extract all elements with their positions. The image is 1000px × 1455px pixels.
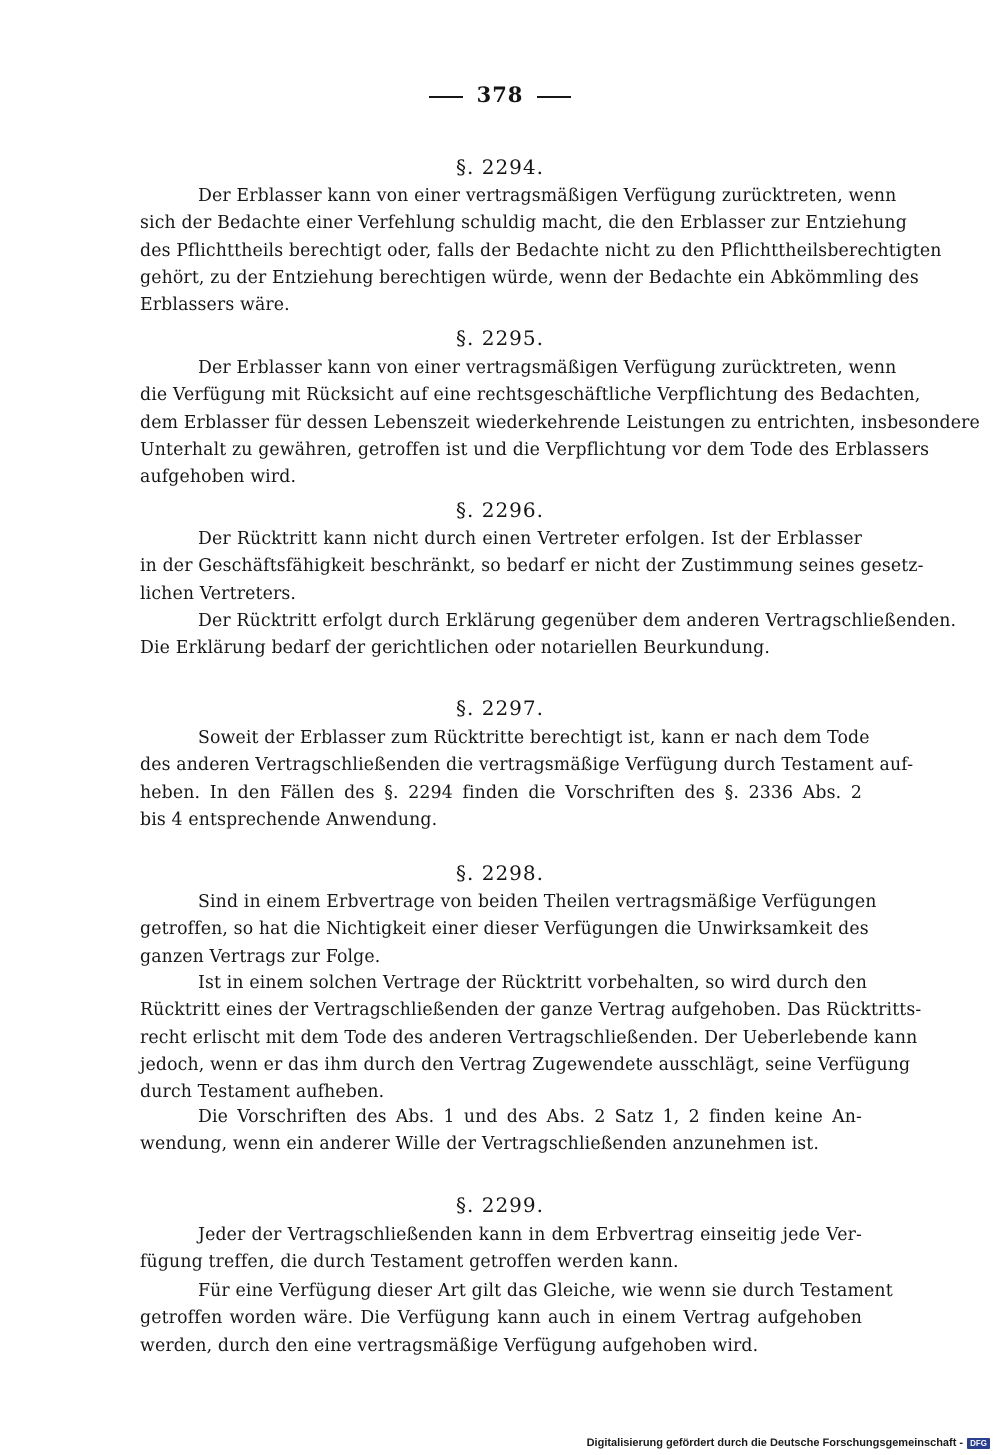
text-line: gehört, zu der Entziehung berechtigen würde, wenn der Bedachte ein Abkömmling des	[140, 267, 919, 288]
page-number: 378	[476, 82, 524, 107]
text-line: heben. In den Fällen des §. 2294 finden die Vorschriften des §. 2336 Abs. 2	[140, 782, 862, 803]
header-dash-right	[537, 96, 571, 98]
text-line: Erblassers wäre.	[140, 295, 290, 316]
paragraph	[140, 183, 942, 319]
text-line: getroffen worden wäre. Die Verfügung kann auch in einem Vertrag aufgehoben	[140, 1308, 862, 1329]
text-line: aufgehoben wird.	[140, 467, 297, 488]
section-heading: §. 2299.	[456, 1193, 544, 1217]
page-header	[0, 82, 1000, 107]
paragraph	[140, 526, 924, 608]
text-line: Der Erblasser kann von einer vertragsmäßigen Verfügung zurücktreten, wenn	[198, 358, 897, 378]
text-line: lichen Vertreters.	[140, 583, 297, 604]
header-dash-left	[429, 96, 463, 98]
text-line: sich der Bedachte einer Verfehlung schuldig macht, die den Erblasser zur Entziehung	[140, 213, 907, 234]
text-line: des Pflichttheils berechtigt oder, falls der Bedachte nicht zu den Pflichttheilsberechtigten	[140, 240, 942, 261]
text-line: jedoch, wenn er das ihm durch den Vertrag Zugewendete ausschlägt, seine Verfügung	[140, 1054, 911, 1075]
text-line: getroffen, so hat die Nichtigkeit einer dieser Verfügungen die Unwirksamkeit des	[140, 919, 869, 940]
text-line: Der Erblasser kann von einer vertragsmäßigen Verfügung zurücktreten, wenn	[198, 186, 897, 206]
digitization-footer	[587, 1437, 990, 1449]
section-heading: §. 2294.	[456, 155, 544, 179]
dfg-logo: DFG	[967, 1438, 990, 1449]
text-line: Für eine Verfügung dieser Art gilt das Gleiche, wie wenn sie durch Testament	[198, 1281, 893, 1301]
paragraph	[140, 355, 980, 491]
section-heading: §. 2297.	[456, 696, 544, 720]
text-line: Die Vorschriften des Abs. 1 und des Abs. 2 Satz 1, 2 finden keine An-	[198, 1107, 862, 1127]
text-line: Sind in einem Erbvertrage von beiden Theilen vertragsmäßige Verfügungen	[198, 892, 877, 912]
text-line: werden, durch den eine vertragsmäßige Verfügung aufgehoben wird.	[140, 1335, 759, 1356]
text-line: Der Rücktritt kann nicht durch einen Vertreter erfolgen. Ist der Erblasser	[198, 529, 862, 549]
paragraph	[140, 725, 914, 834]
text-line: fügung treffen, die durch Testament getroffen werden kann.	[140, 1252, 679, 1273]
text-line: recht erlischt mit dem Tode des anderen Vertragschließenden. Der Ueberlebende kann	[140, 1027, 918, 1048]
section-heading: §. 2295.	[456, 326, 544, 350]
paragraph	[140, 608, 957, 663]
text-line: die Verfügung mit Rücksicht auf eine rechtsgeschäftliche Verpflichtung des Bedachten,	[140, 385, 921, 406]
text-line: dem Erblasser für dessen Lebenszeit wiederkehrende Leistungen zu entrichten, insbesondere	[140, 412, 980, 433]
paragraph	[140, 1104, 862, 1159]
text-line: Unterhalt zu gewähren, getroffen ist und die Verpflichtung vor dem Tode des Erblassers	[140, 439, 930, 460]
text-line: ganzen Vertrags zur Folge.	[140, 946, 381, 967]
section-heading: §. 2296.	[456, 498, 544, 522]
section-heading: §. 2298.	[456, 861, 544, 885]
text-line: des anderen Vertragschließenden die vertragsmäßige Verfügung durch Testament auf-	[140, 755, 914, 776]
text-line: Ist in einem solchen Vertrage der Rücktritt vorbehalten, so wird durch den	[198, 973, 867, 993]
text-line: bis 4 entsprechende Anwendung.	[140, 809, 438, 830]
text-line: Der Rücktritt erfolgt durch Erklärung gegenüber dem anderen Vertragschließenden.	[198, 611, 957, 631]
text-line: Rücktritt eines der Vertragschließenden der ganze Vertrag aufgehoben. Das Rücktritts-	[140, 1000, 922, 1021]
paragraph	[140, 1278, 893, 1360]
paragraph	[140, 1222, 862, 1277]
text-line: Soweit der Erblasser zum Rücktritte berechtigt ist, kann er nach dem Tode	[198, 728, 870, 748]
text-line: Die Erklärung bedarf der gerichtlichen oder notariellen Beurkundung.	[140, 638, 771, 659]
text-line: Jeder der Vertragschließenden kann in dem Erbvertrag einseitig jede Ver-	[198, 1225, 862, 1245]
paragraph	[140, 889, 877, 971]
text-line: in der Geschäftsfähigkeit beschränkt, so bedarf er nicht der Zustimmung seines gesetz-	[140, 556, 924, 577]
paragraph	[140, 970, 922, 1106]
text-line: wendung, wenn ein anderer Wille der Vertragschließenden anzunehmen ist.	[140, 1134, 820, 1155]
text-line: durch Testament aufheben.	[140, 1082, 385, 1103]
footer-text: Digitalisierung gefördert durch die Deutsche Forschungsgemeinschaft -	[586, 1437, 964, 1449]
